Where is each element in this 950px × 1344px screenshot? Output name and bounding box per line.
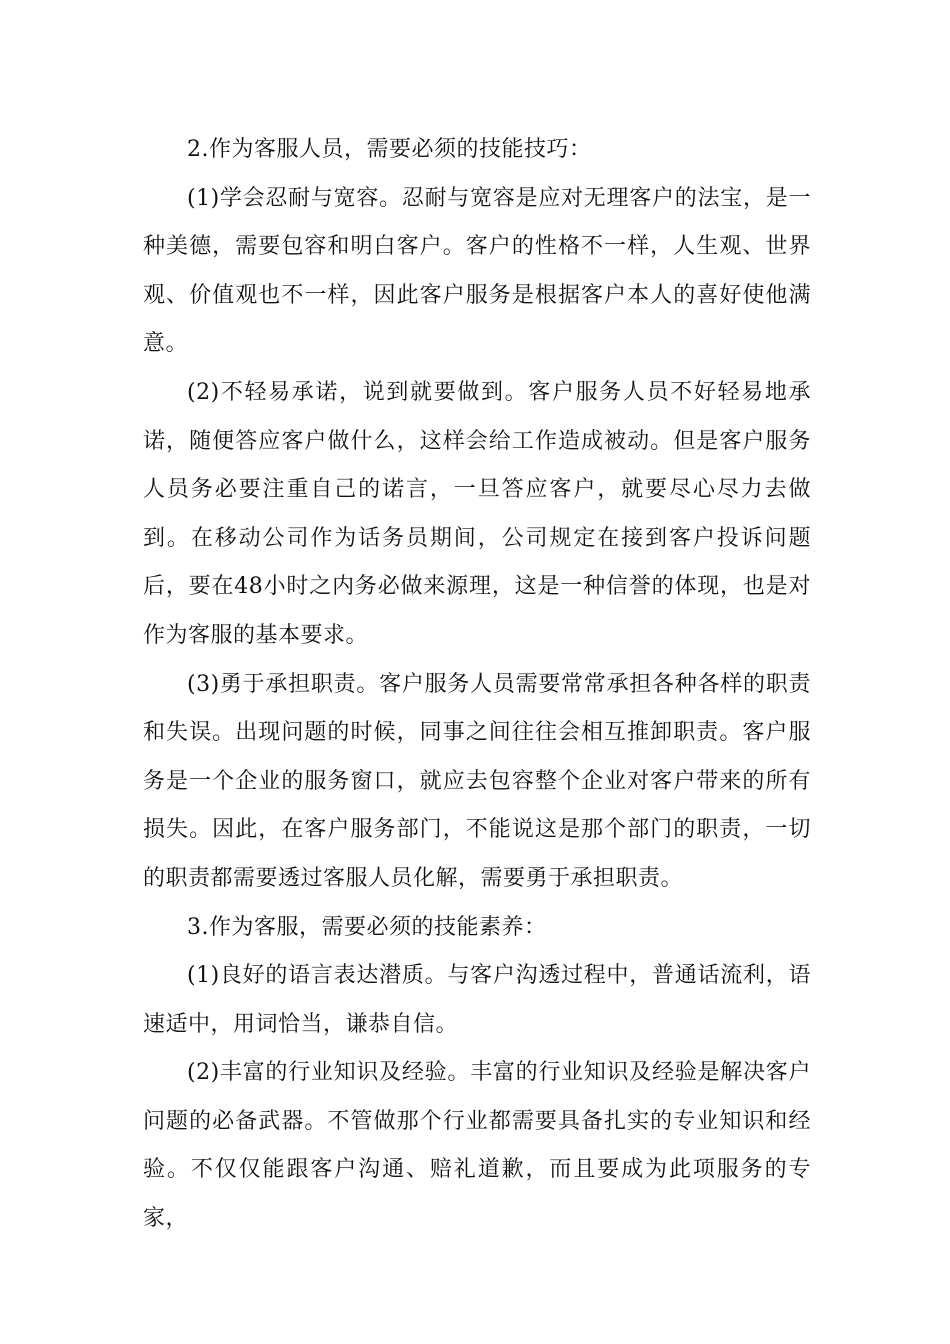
heading-paragraph-2: 2.作为客服人员，需要必须的技能技巧： bbox=[187, 137, 592, 162]
body-paragraph-language: (1)良好的语言表达潜质。与客户沟透过程中，普通话流利，语速适中，用词恰当，谦恭自信。 bbox=[143, 963, 811, 1037]
body-paragraph-knowledge: (2)丰富的行业知识及经验。丰富的行业知识及经验是解决客户问题的必备武器。不管做那个行业都需要具备扎实的专业知识和经验。不仅仅能跟客户沟通、赔礼道歉，而且要成为此项服务的专家， bbox=[143, 1060, 811, 1232]
body-paragraph-responsibility: (3)勇于承担职责。客户服务人员需要常常承担各种各样的职责和失误。出现问题的时候，同事之间往往会相互推卸职责。客户服务是一个企业的服务窗口，就应去包容整个企业对客户带来的所有损失。因此，在客户服务部门，不能说这是那个部门的职责，一切的职责都需要透过客服人员化解，需要勇于承担职责。 bbox=[143, 671, 811, 891]
body-paragraph-promise: (2)不轻易承诺，说到就要做到。客户服务人员不好轻易地承诺，随便答应客户做什么，这样会给工作造成被动。但是客户服务人员务必要注重自己的诺言，一旦答应客户，就要尽心尽力去做到。在移动公司作为话务员期间，公司规定在接到客户投诉问题后，要在48小时之内务必做来源理，这是一种信誉的体现，也是对作为客服的基本要求。 bbox=[143, 379, 811, 648]
heading-paragraph-3: 3.作为客服，需要必须的技能素养： bbox=[187, 914, 547, 940]
body-paragraph-patience: (1)学会忍耐与宽容。忍耐与宽容是应对无理客户的法宝，是一种美德，需要包容和明白客户。客户的性格不一样，人生观、世界观、价值观也不一样，因此客户服务是根据客户本人的喜好使他满意。 bbox=[143, 185, 811, 357]
document-body bbox=[143, 126, 811, 1244]
